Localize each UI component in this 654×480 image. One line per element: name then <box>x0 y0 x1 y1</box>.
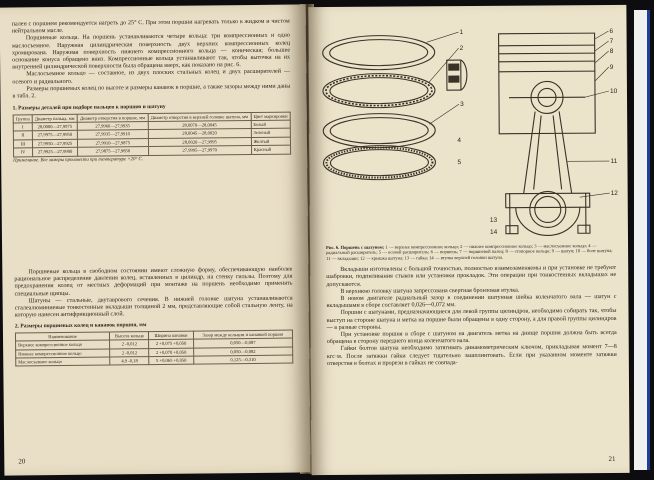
table-cell: 0,050—0,087 <box>193 338 293 347</box>
table-cell: 2 +0,075 +0,050 <box>149 339 193 348</box>
table-cell: Верхнее компрессионное кольцо <box>16 340 110 349</box>
callout-label: 6 <box>609 27 614 36</box>
right-page <box>308 5 629 475</box>
right-text <box>326 243 617 368</box>
table-cell: 28,0000—27,9975 <box>32 122 77 131</box>
bushing-paragraph: В верхнюю головку шатуна запрессована свертная бронзовая втулка. <box>340 287 520 295</box>
table-cell: 28,0070—28,0045 <box>148 121 251 130</box>
table-cell: 4,9 -0,18 <box>110 357 149 366</box>
table-cell: 27,9950—27,9925 <box>32 139 77 148</box>
rings-paragraph: Поршневые кольца. На поршень устанавливаются четыре кольца: три компрессионных и одно маслосъемное. Наружная цилиндрическая поверхность двух верхних компрессионных колец хромирована. Наружная поверхность нижнего компрессионного кольца — коническая; большее основание конуса обращено вниз. Компрессионные кольца устанавливают так, чтобы выточка на их внутренней цилиндрической поверхности была обращена вверх, как показано на рис. 6. <box>11 32 291 71</box>
callout-label: 9 <box>609 63 614 72</box>
table-header: Высота кольца <box>110 331 149 340</box>
connecting-rod-drawing <box>505 111 590 236</box>
callout-label: 12 <box>610 189 618 198</box>
callout-label: 2 <box>459 45 464 53</box>
right-page-number: 21 <box>608 454 616 464</box>
table-cell: 27,9875—27,9850 <box>78 147 149 156</box>
clearance-paragraph: В новом двигателе радиальный зазор в соединении шатунная шейка коленчатого вала — шатун с вкладышами в сборе составляет 0,026—0,072 мм. <box>326 294 617 310</box>
table-cell: Красный <box>251 145 290 154</box>
callout-label: 3 <box>460 101 464 109</box>
oil-ring-paragraph: Маслосъемное кольцо — составное, из двух плоских стальных колец и двух расширителей — осевого и радиального. <box>12 68 291 86</box>
top-paragraph: пален с поршнем рекомендуется нагреть до 25° С. При этом поршни нагревать только в жидком и чистом нейтральном масле. <box>11 18 290 35</box>
table-row <box>16 355 293 366</box>
table-cell: 28,0020—27,9995 <box>148 137 251 146</box>
callout-label: 14 <box>489 228 498 236</box>
table-cell: I <box>13 123 32 132</box>
table-cell: IV <box>14 148 33 157</box>
table-cell: 2 -0,012 <box>110 340 149 349</box>
left-text-bottom <box>14 267 293 367</box>
figure-caption-title: Рис. 6. Поршень с шатуном: <box>326 244 385 250</box>
table-cell: Маслосъемное кольцо <box>16 357 110 366</box>
table-cell: II <box>13 131 32 140</box>
liners-paragraph: Вкладыши изготовлены с большой точностью, полностью взаимозаменяемы и при установке не требуют шабровки, подпиливания стыков или установки прокладок. Эти операции при тонкостенных вкладышах не допускаются. <box>326 265 617 288</box>
ring-section-detail <box>447 60 467 90</box>
callout-label: 10 <box>609 87 618 96</box>
piston-rings-paragraph: Поршневые кольца в свободном состоянии имеют сложную форму, обеспечивающую наиболее рациональное распределение давления колец, вставленных в цилиндр, на стенку гильзы. Поэтому для предохранения колец от местных деформаций при монтаже на поршень необходимо применять специальные щипцы. <box>14 266 293 298</box>
left-page <box>0 4 310 475</box>
callout-label: 11 <box>610 157 618 166</box>
table-cell: 2 +0,070 +0,050 <box>149 348 193 357</box>
callout-label: 4 <box>457 137 461 145</box>
table-cell: 27,9975—27,9950 <box>32 131 77 140</box>
table2 <box>15 329 293 367</box>
table-cell: 27,9960—27,9935 <box>77 122 148 131</box>
table-cell: 2 -0,012 <box>110 348 149 357</box>
table-header: Ширина канавки <box>149 331 193 340</box>
callout-label: 1 <box>459 29 464 37</box>
figure-caption-body: 1 — верхнее компрессионное кольцо; 2 — нижнее компрессионное кольцо; 3 — маслосъемное кольцо; 4 — радиальный расширитель; 5 — осевой расширитель; 6 — поршень; 7 — поршневой палец; 8 — стопорное кольцо; 9 — шатун; 10 — болт шатуна; 11 — вкладыши; 12 — крышка шатуна; 13 — гайка; 14 — втулка верхней головки шатуна. <box>326 243 613 261</box>
table-header: Зазор между кольцом и канавкой поршня <box>193 330 293 339</box>
left-text-top <box>12 19 291 164</box>
assembly-paragraph: Поршни с шатунами, предназначающиеся для левой группы цилиндров, необходимо собирать так, чтобы выступ на стороне шатуна и метка на поршне были обращены в одну сторону, а для правой группы цилиндров — в разные стороны. <box>326 308 617 331</box>
table-header: Группа <box>13 114 32 123</box>
table1 <box>13 111 291 157</box>
table-cell: 5 +0,065 +0,050 <box>149 356 193 365</box>
table-cell: 27,9995—27,9970 <box>148 146 251 155</box>
left-page-number: 20 <box>18 457 26 466</box>
table-cell: 0,050—0,082 <box>193 347 293 356</box>
table-cell: 27,9925—27,9900 <box>33 148 78 157</box>
table2-caption: 2. Размеры поршневых колец и канавок поршня, мм <box>14 322 147 330</box>
table-cell: 0,125—0,310 <box>193 355 293 364</box>
table-header: Цвет маркировки <box>251 112 290 121</box>
torque-paragraph: Гайки болтов шатуна необходимо затягивать динамометрическим ключом, прикладывая момент 7—8 кгс·м. После затяжки гайки следует тщательно зашплинтовать. Если при указанном моменте затяжки отверстия в болтах и прорези в гайках не совпада- <box>326 344 617 367</box>
rods-paragraph: Шатуны — стальные, двутаврового сечения. В нижней головке шатуна устанавливаются сталеалюминиевые тонкостенные вкладыши толщиной 2 мм, представляющие собой стальную ленту, на которую нанесен антифрикционный слой. <box>14 295 293 319</box>
ring-set-drawing <box>323 35 436 180</box>
table-cell: 27,9935—27,9910 <box>77 130 148 139</box>
table1-caption: 1. Размеры деталей при подборе пальцев к поршню и шатуну <box>12 104 166 112</box>
callout-label: 7 <box>609 37 614 46</box>
page-edge-blue <box>647 10 650 470</box>
mark-paragraph: При установке поршня в сборе с шатуном на двигатель метка на днище поршня должна быть всегда обращена в сторону переднего конца коленчатого вала. <box>326 330 617 346</box>
table-cell: Белый <box>251 120 290 129</box>
table-cell: Зеленый <box>251 129 290 138</box>
table-cell: Желтый <box>251 137 290 146</box>
table-cell: III <box>13 140 32 149</box>
piston-drawing <box>499 33 596 134</box>
page-edge-white <box>634 10 648 470</box>
callout-label: 8 <box>609 47 614 56</box>
leader-lines <box>427 31 610 198</box>
table-header: Наименование <box>15 332 109 341</box>
callout-label: 13 <box>489 216 498 224</box>
table-cell: 27,9910—27,9875 <box>77 138 148 147</box>
sizes-paragraph: Размеры поршневых колец по высоте и размеры канавок в поршне, а также зазоры между ними даны в табл. 2. <box>12 83 291 100</box>
callout-label: 5 <box>457 159 462 167</box>
table1-note: Примечание. Все замеры произвести при температуре +20° С. <box>13 156 143 164</box>
piston-rod-figure <box>308 11 628 245</box>
table-header: Диаметр пальца, мм <box>32 114 77 123</box>
figure-caption <box>326 243 616 261</box>
table-header: Диаметр отверстия в верхней головке шатуна, мм <box>148 112 251 121</box>
table-cell: Нижнее компрессионное кольцо <box>16 349 110 358</box>
table-cell: 28,0045—28,0020 <box>148 129 251 138</box>
table-header: Диаметр отверстия в поршне, мм <box>77 113 148 122</box>
